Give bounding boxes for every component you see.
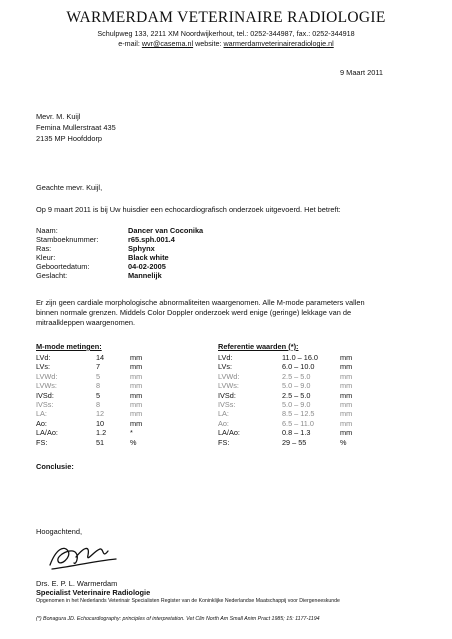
patient-value: Mannelijk: [128, 271, 162, 280]
measurement-unit: *: [130, 428, 133, 438]
measurement-unit: mm: [130, 371, 143, 381]
measurement-label: LVs:: [218, 362, 233, 372]
email-link[interactable]: wvr@casema.nl: [141, 39, 194, 48]
measurement-unit: mm: [340, 381, 353, 391]
measurement-label: FS:: [218, 437, 230, 447]
measurement-label: LA:: [36, 409, 47, 419]
measurement-label: IVSd:: [36, 390, 54, 400]
recipient-street: Femina Mullerstraat 435: [36, 123, 116, 132]
website-link[interactable]: warmerdamveterinaireradiologie.nl: [223, 39, 334, 48]
signer-title: Specialist Veterinaire Radiologie: [36, 588, 151, 597]
measurement-value: 14: [96, 353, 105, 362]
measurement-unit: mm: [340, 409, 353, 419]
findings-line: Er zijn geen cardiale morphologische abnormaliteiten waargenomen. Alle M-mode parameters vallen: [36, 298, 365, 307]
measurement-label: LA:: [218, 409, 229, 419]
measurement-unit: mm: [340, 371, 353, 381]
recipient-name: Mevr. M. Kuijl: [36, 112, 81, 121]
measurement-label: LA/Ao:: [218, 428, 240, 438]
measurement-value: 12: [96, 409, 105, 419]
measurement-unit: mm: [130, 362, 143, 372]
patient-value: Black white: [128, 253, 169, 262]
measurement-value: 7: [96, 362, 101, 372]
measurement-unit: %: [340, 437, 347, 447]
measurement-unit: mm: [130, 418, 143, 428]
letterhead-contact: [0, 39, 452, 48]
measurement-value: 5: [96, 390, 101, 400]
patient-value: Dancer van Coconika: [128, 226, 204, 235]
patient-label: Naam:: [36, 226, 58, 235]
mmode-heading: M-mode metingen:: [36, 342, 102, 351]
measurement-value: 51: [96, 437, 105, 447]
closing: Hoogachtend,: [36, 527, 83, 536]
measurement-value: 6.5 – 11.0: [282, 418, 314, 428]
measurement-value: 6.0 – 10.0: [282, 362, 315, 372]
measurement-value: 10: [96, 418, 105, 428]
measurement-unit: mm: [130, 381, 143, 391]
measurement-unit: %: [130, 437, 137, 447]
patient-label: Geslacht:: [36, 271, 68, 280]
measurement-value: 5.0 – 9.0: [282, 400, 311, 409]
measurement-value: 11.0 – 16.0: [282, 353, 318, 362]
measurement-label: IVSs:: [36, 400, 54, 409]
measurement-label: LVWd:: [218, 371, 240, 381]
signer-name: Drs. E. P. L. Warmerdam: [36, 579, 118, 588]
measurement-label: LVs:: [36, 362, 51, 372]
measurement-label: LVWd:: [36, 371, 58, 381]
measurement-label: LVd:: [218, 353, 233, 362]
measurement-value: 8.5 – 12.5: [282, 409, 315, 419]
salutation: Geachte mevr. Kuijl,: [36, 183, 103, 192]
letterhead-title: WARMERDAM VETERINAIRE RADIOLOGIE: [66, 9, 386, 26]
measurement-unit: mm: [340, 362, 353, 372]
reference-heading: Referentie waarden (*):: [218, 342, 299, 351]
patient-value: r65.sph.001.4: [128, 235, 175, 244]
conclusion-label: Conclusie:: [36, 462, 74, 471]
measurement-label: LVWs:: [218, 381, 239, 391]
measurement-unit: mm: [340, 353, 353, 362]
signature-image: [46, 539, 126, 573]
letter-date: 9 Maart 2011: [340, 68, 384, 77]
reference-footnote: (*) Bonagura JD. Echocardiography: principles of interpretation. Vet Clin North Am Small Anim Pract 1985; 15: 1177-1194: [36, 616, 320, 622]
email-label: e-mail:: [118, 39, 140, 48]
measurement-value: 2.5 – 5.0: [282, 371, 311, 381]
measurement-unit: mm: [340, 390, 353, 400]
measurement-value: 8: [96, 400, 101, 409]
measurement-unit: mm: [130, 409, 143, 419]
measurement-value: 29 – 55: [282, 437, 307, 447]
findings-line: binnen normale grenzen. Middels Color Doppler onderzoek werd enige (geringe) lekkage van de: [36, 308, 352, 317]
measurement-label: LA/Ao:: [36, 428, 58, 438]
measurement-value: 0.8 – 1.3: [282, 428, 311, 438]
measurement-value: 5.0 – 9.0: [282, 381, 311, 391]
letterhead-address: Schulpweg 133, 2211 XM Noordwijkerhout, tel.: 0252-344987, fax.: 0252-344918: [97, 29, 355, 38]
measurement-unit: mm: [340, 418, 353, 428]
patient-label: Ras:: [36, 244, 52, 253]
measurement-label: IVSs:: [218, 400, 236, 409]
measurement-value: 8: [96, 381, 101, 391]
patient-value: 04-02-2005: [128, 262, 166, 271]
measurement-label: LVWs:: [36, 381, 57, 391]
measurement-unit: mm: [130, 353, 143, 362]
measurement-unit: mm: [340, 428, 353, 438]
patient-label: Geboortedatum:: [36, 262, 90, 271]
patient-value: Sphynx: [128, 244, 155, 253]
recipient-city: 2135 MP Hoofddorp: [36, 134, 103, 143]
measurement-value: 2.5 – 5.0: [282, 390, 311, 400]
measurement-label: Ao:: [218, 418, 229, 428]
signer-register: Opgenomen in het Nederlands Veterinair Specialisten Register van de Koninklijke Nederlandse Maatschappij voor Diergeneeskunde: [36, 598, 340, 604]
measurement-label: IVSd:: [218, 390, 236, 400]
intro-text: Op 9 maart 2011 is bij Uw huisdier een echocardiografisch onderzoek uitgevoerd. Het betreft:: [36, 205, 341, 214]
measurement-label: FS:: [36, 437, 48, 447]
measurement-unit: mm: [130, 400, 143, 409]
patient-label: Kleur:: [36, 253, 56, 262]
findings-line: mitraalkleppen waargenomen.: [36, 318, 136, 327]
measurement-value: 5: [96, 371, 101, 381]
website-label: website:: [195, 39, 222, 48]
measurement-label: Ao:: [36, 418, 47, 428]
measurement-label: LVd:: [36, 353, 51, 362]
measurement-value: 1.2: [96, 428, 107, 438]
measurement-unit: mm: [130, 390, 143, 400]
measurement-unit: mm: [340, 400, 353, 409]
patient-label: Stamboeknummer:: [36, 235, 99, 244]
